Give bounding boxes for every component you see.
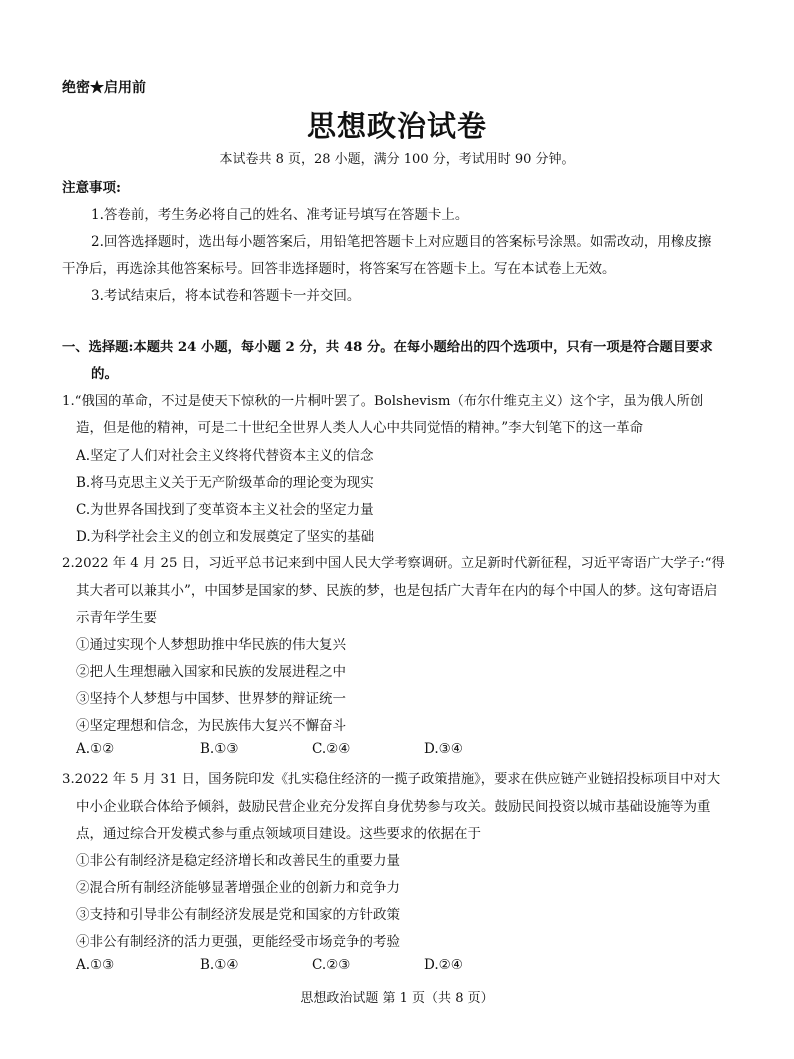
question-3-option-a: A.①③ [76, 957, 115, 973]
section-heading-line-1: 一、选择题:本题共 24 小题，每小题 2 分，共 48 分。在每小题给出的四个选项中，只有一项是符合题目要求 [62, 340, 713, 355]
question-3-stem-line-3: 点，通过综合开发模式参与重点领域项目建设。这些要求的依据在于 [76, 826, 481, 842]
note-2-line-1: 2.回答选择题时，选出每小题答案后，用铅笔把答题卡上对应题目的答案标号涂黑。如需改动，用橡皮擦 [91, 234, 712, 250]
question-1-option-a: A.坚定了人们对社会主义终将代替资本主义的信念 [76, 448, 374, 464]
question-1-stem-line-2: 造，但是他的精神，可是二十世纪全世界人类人人心中共同觉悟的精神。”李大钊笔下的这一革命 [76, 420, 644, 436]
question-1-option-b: B.将马克思主义关于无产阶级革命的理论变为现实 [76, 475, 374, 491]
question-3-statement-2: ②混合所有制经济能够显著增强企业的创新力和竞争力 [76, 880, 400, 896]
question-2-option-c: C.②④ [312, 741, 351, 757]
question-3-statement-4: ④非公有制经济的活力更强，更能经受市场竞争的考验 [76, 934, 400, 950]
question-3-statement-3: ③支持和引导非公有制经济发展是党和国家的方针政策 [76, 907, 400, 923]
question-2-option-a: A.①② [76, 741, 115, 757]
question-2-statement-1: ①通过实现个人梦想助推中华民族的伟大复兴 [76, 637, 346, 653]
question-2-option-d: D.③④ [424, 741, 463, 757]
exam-info: 本试卷共 8 页，28 小题，满分 100 分，考试用时 90 分钟。 [219, 152, 575, 167]
note-2-line-2: 干净后，再选涂其他答案标号。回答非选择题时，将答案写在答题卡上。写在本试卷上无效。 [62, 261, 616, 277]
question-2-option-b: B.①③ [200, 741, 239, 757]
question-1-option-d: D.为科学社会主义的创立和发展奠定了坚实的基础 [76, 529, 375, 545]
question-2-statement-3: ③坚持个人梦想与中国梦、世界梦的辩证统一 [76, 691, 346, 707]
question-1-option-c: C.为世界各国找到了变革资本主义社会的坚定力量 [76, 502, 374, 518]
question-3-statement-1: ①非公有制经济是稳定经济增长和改善民生的重要力量 [76, 853, 400, 869]
question-3-stem-line-1: 3.2022 年 5 月 31 日，国务院印发《扎实稳住经济的一揽子政策措施》，要求在供应链产业链招投标项目中对大 [62, 772, 721, 787]
question-2-stem-line-3: 示青年学生要 [76, 610, 157, 626]
confidential-label: 绝密★启用前 [62, 80, 146, 96]
question-3-stem-line-2: 中小企业联合体给予倾斜，鼓励民营企业充分发挥自身优势参与攻关。鼓励民间投资以城市基础设施等为重 [76, 799, 711, 815]
note-3: 3.考试结束后，将本试卷和答题卡一并交回。 [91, 288, 361, 304]
section-heading-line-2: 的。 [91, 366, 118, 382]
page-title: 思想政治试卷 [306, 109, 487, 143]
note-1: 1.答卷前，考生务必将自己的姓名、准考证号填写在答题卡上。 [91, 207, 469, 223]
question-3-option-c: C.②③ [312, 957, 351, 973]
question-3-option-d: D.②④ [424, 957, 463, 973]
question-3-option-b: B.①④ [200, 957, 239, 973]
question-1-stem-line-1: 1.“俄国的革命，不过是使天下惊秋的一片桐叶罢了。Bolshevism（布尔什维克主义）这个字，虽为俄人所创 [62, 394, 704, 409]
question-2-stem-line-2: 其大者可以兼其小”，中国梦是国家的梦、民族的梦，也是包括广大青年在内的每个中国人的梦。这句寄语启 [76, 583, 718, 599]
page-footer: 思想政治试题 第 1 页（共 8 页） [300, 991, 494, 1006]
question-2-statement-2: ②把人生理想融入国家和民族的发展进程之中 [76, 664, 346, 680]
question-2-statement-4: ④坚定理想和信念，为民族伟大复兴不懈奋斗 [76, 718, 346, 734]
notes-heading: 注意事项: [62, 180, 121, 196]
question-2-stem-line-1: 2.2022 年 4 月 25 日，习近平总书记来到中国人民大学考察调研。立足新时代新征程，习近平寄语广大学子:“得 [62, 556, 725, 571]
